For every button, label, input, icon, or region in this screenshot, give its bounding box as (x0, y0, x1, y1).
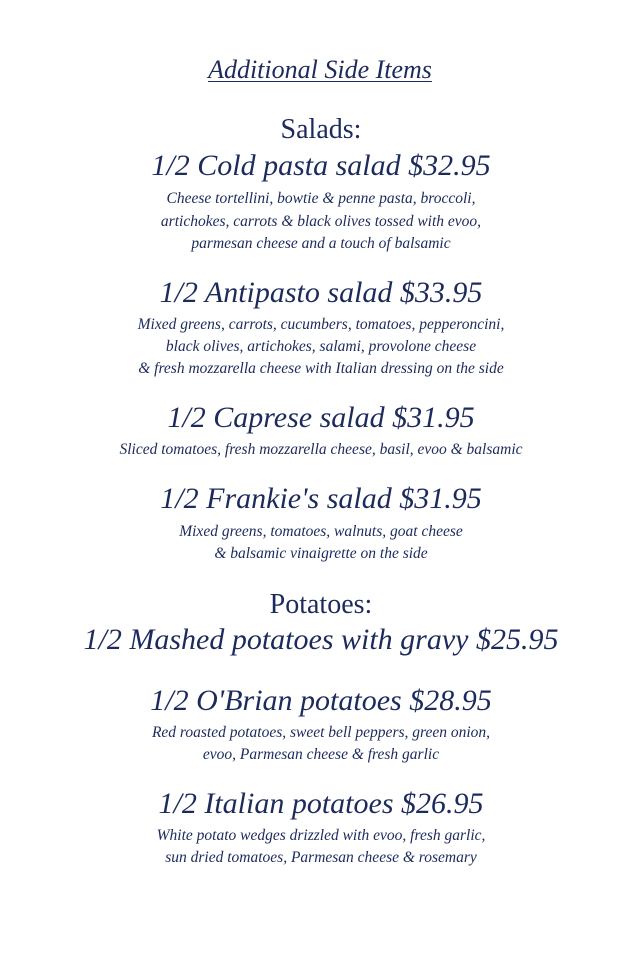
page-title: Additional Side Items (208, 55, 432, 84)
menu-item-name-italian-potatoes: 1/2 Italian potatoes $26.95 (158, 787, 484, 820)
menu-item-desc-line: black olives, artichokes, salami, provolone cheese (165, 338, 477, 355)
section-heading-salads: Salads: (280, 114, 362, 145)
menu-item-desc-line: parmesan cheese and a touch of balsamic (191, 235, 451, 252)
menu-item-desc-line: evoo, Parmesan cheese & fresh garlic (202, 746, 440, 763)
menu-item-desc-line: artichokes, carrots & black olives tossed with evoo, (160, 213, 482, 230)
menu-item-desc-line: Mixed greens, carrots, cucumbers, tomatoes, pepperoncini, (137, 316, 505, 333)
menu-item-name-frankies-salad: 1/2 Frankie's salad $31.95 (160, 482, 482, 515)
menu-item-desc-line: Cheese tortellini, bowtie & penne pasta, broccoli, (166, 190, 476, 207)
menu-item-desc-line: Mixed greens, tomatoes, walnuts, goat cheese (179, 523, 463, 540)
menu-item-name-obrian-potatoes: 1/2 O'Brian potatoes $28.95 (150, 684, 492, 717)
menu-item-name-caprese-salad: 1/2 Caprese salad $31.95 (167, 401, 475, 434)
menu-item-desc-line: sun dried tomatoes, Parmesan cheese & rosemary (165, 849, 477, 866)
menu-item-name-mashed-potatoes: 1/2 Mashed potatoes with gravy $25.95 (83, 623, 559, 656)
section-heading-potatoes: Potatoes: (269, 589, 373, 620)
menu-item-desc-line: Red roasted potatoes, sweet bell peppers, green onion, (151, 724, 491, 741)
menu-item-desc-line: & balsamic vinaigrette on the side (214, 545, 428, 562)
menu-item-desc-line: & fresh mozzarella cheese with Italian dressing on the side (138, 360, 504, 377)
menu-item-name-antipasto-salad: 1/2 Antipasto salad $33.95 (159, 276, 483, 309)
menu-item-desc-line: White potato wedges drizzled with evoo, fresh garlic, (156, 827, 486, 844)
menu-item-name-cold-pasta-salad: 1/2 Cold pasta salad $32.95 (151, 149, 491, 182)
menu-item-desc-line: Sliced tomatoes, fresh mozzarella cheese, basil, evoo & balsamic (119, 441, 523, 458)
